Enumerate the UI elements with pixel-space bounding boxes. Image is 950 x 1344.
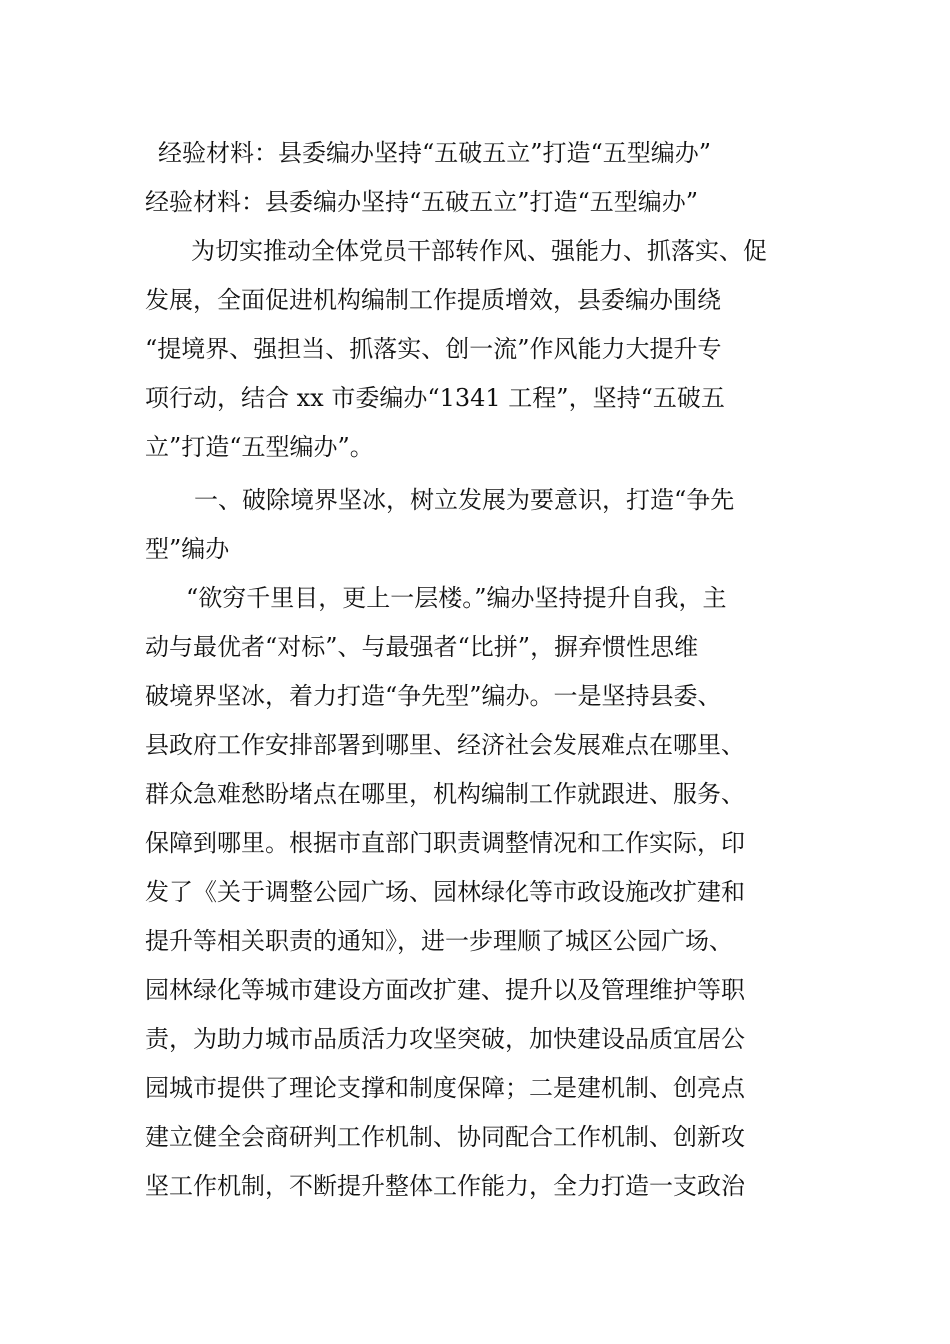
paragraph-line: 立”打造“五型编办”。: [145, 433, 374, 461]
paragraph-line: 群众急难愁盼堵点在哪里，机构编制工作就跟进、服务、: [145, 780, 745, 808]
paragraph-line: 提升等相关职责的通知》，进一步理顺了城区公园广场、: [145, 927, 733, 955]
title-line: 经验材料：县委编办坚持“五破五立”打造“五型编办”: [158, 139, 712, 167]
paragraph-line: 项行动，结合 xx 市委编办“1341 工程”，坚持“五破五: [145, 384, 725, 412]
paragraph-line: 建立健全会商研判工作机制、协同配合工作机制、创新攻: [145, 1123, 745, 1151]
document-title: [145, 129, 810, 227]
paragraph-line: “欲穷千里目，更上一层楼。”编办坚持提升自我，主: [186, 584, 727, 612]
paragraph-line: 园林绿化等城市建设方面改扩建、提升以及管理维护等职: [145, 976, 745, 1004]
paragraph-line: 为切实推动全体党员干部转作风、强能力、抓落实、促: [191, 237, 767, 265]
heading-line: 型”编办: [145, 535, 230, 563]
paragraph-line: 发展，全面促进机构编制工作提质增效，县委编办围绕: [145, 286, 721, 314]
paragraph-line: 破境界坚冰，着力打造“争先型”编办。一是坚持县委、: [145, 682, 722, 710]
heading-line: 一、破除境界坚冰，树立发展为要意识，打造“争先: [194, 486, 735, 514]
paragraph-line: “提境界、强担当、抓落实、创一流”作风能力大提升专: [145, 335, 722, 363]
paragraph-line: 园城市提供了理论支撑和制度保障；二是建机制、创亮点: [145, 1074, 745, 1102]
intro-paragraph: [145, 227, 810, 472]
paragraph-line: 责，为助力城市品质活力攻坚突破，加快建设品质宜居公: [145, 1025, 745, 1053]
section-heading: [145, 476, 810, 574]
paragraph-line: 发了《关于调整公园广场、园林绿化等市政设施改扩建和: [145, 878, 745, 906]
section-body: [145, 574, 810, 1211]
paragraph-line: 动与最优者“对标”、与最强者“比拼”，摒弃惯性思维: [145, 633, 699, 661]
paragraph-line: 坚工作机制，不断提升整体工作能力，全力打造一支政治: [145, 1172, 745, 1200]
paragraph-line: 县政府工作安排部署到哪里、经济社会发展难点在哪里、: [145, 731, 745, 759]
paragraph-line: 保障到哪里。根据市直部门职责调整情况和工作实际，印: [145, 829, 745, 857]
title-line: 经验材料：县委编办坚持“五破五立”打造“五型编办”: [145, 188, 699, 216]
